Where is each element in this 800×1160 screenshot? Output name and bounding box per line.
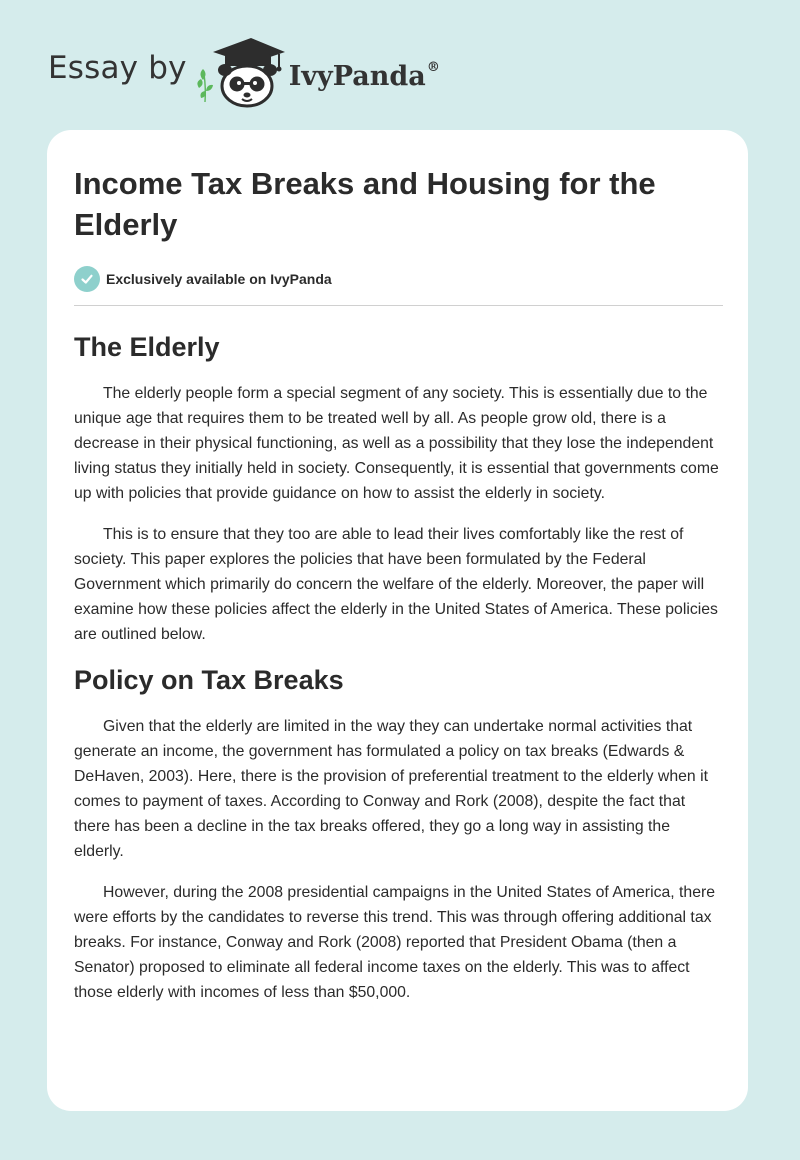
paragraph: Given that the elderly are limited in the way they can undertake normal activities that generate an income, the government has formulated a policy on tax breaks (Edwards & DeHaven, 2003). Here, there is the provision of preferential treatment to the elderly when it comes to payment of taxes. According to Conway and Rork (2008), despite the fact that there has been a decline in the tax breaks offered, they go a long way in assisting the elderly. bbox=[74, 718, 708, 860]
paragraph: However, during the 2008 presidential campaigns in the United States of America, there were efforts by the candidates to reverse this trend. This was through offering additional tax breaks. For instance, Conway and Rork (2008) reported that President Obama (then a Senator) proposed to eliminate all federal income taxes on the elderly. This was to affect those elderly with incomes of less than $50,000. bbox=[74, 884, 716, 1001]
panda-graduate-icon[interactable] bbox=[195, 34, 287, 110]
title-divider bbox=[74, 305, 723, 306]
paragraph: This is to ensure that they too are able to lead their lives comfortably like the rest of society. This paper explores the policies that have been formulated by the Federal Government which primarily do concern the welfare of the elderly. Moreover, the paper will examine how these policies affect the elderly in the United States of America. These policies are outlined below. bbox=[74, 526, 718, 643]
essay-card bbox=[47, 130, 748, 1111]
section-heading-the-elderly: The Elderly bbox=[74, 332, 220, 362]
essay-title: Income Tax Breaks and Housing for the Elderly bbox=[74, 166, 656, 242]
brand-name[interactable]: IvyPanda® bbox=[288, 59, 440, 92]
paragraph: The elderly people form a special segment of any society. This is essentially due to the unique age that requires them to be treated well by all. As people grow old, there is a decrease in their physical functioning, as well as a possibility that they lose the independent living status they initially held in society. Consequently, it is essential that governments come up with policies that provide guidance on how to assist the elderly in society. bbox=[74, 385, 719, 502]
check-icon bbox=[74, 266, 100, 292]
exclusive-badge bbox=[74, 265, 724, 293]
essay-by-label: Essay by bbox=[48, 50, 187, 86]
exclusive-badge-text: Exclusively available on IvyPanda bbox=[106, 271, 332, 287]
section-heading-policy-on-tax-breaks: Policy on Tax Breaks bbox=[74, 665, 344, 695]
site-header bbox=[48, 34, 440, 110]
registered-mark: ® bbox=[426, 59, 440, 75]
essay-content bbox=[74, 163, 724, 1005]
